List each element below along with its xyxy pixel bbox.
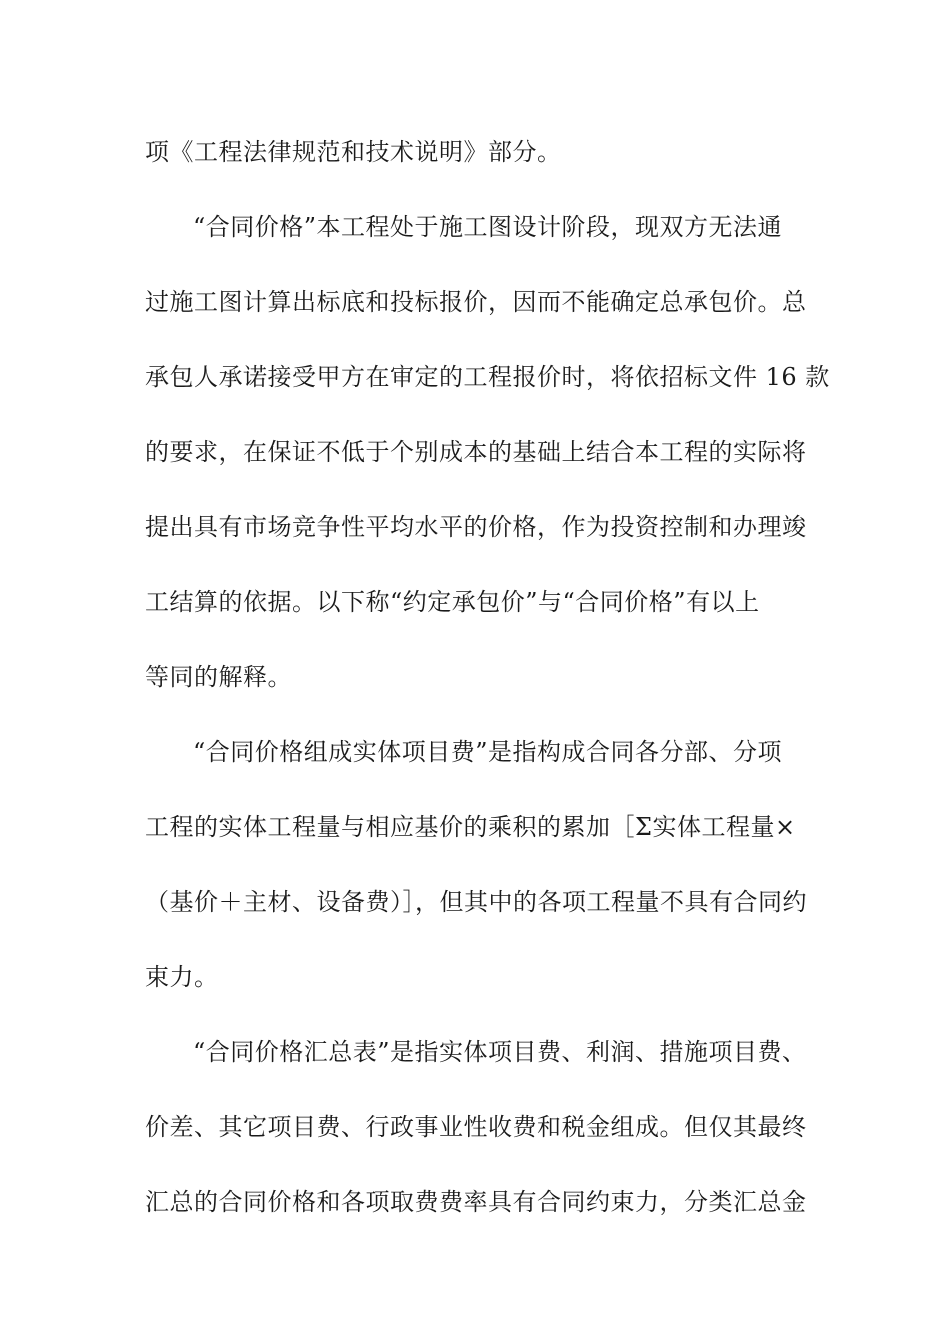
text-line: 汇总的合同价格和各项取费费率具有合同约束力，分类汇总金 xyxy=(145,1188,807,1216)
text-line: 工程的实体工程量与相应基价的乘积的累加［Σ实体工程量× xyxy=(145,813,796,841)
text-line: 价差、其它项目费、行政事业性收费和税金组成。但仅其最终 xyxy=(145,1113,807,1141)
text-line: 承包人承诺接受甲方在审定的工程报价时，将依招标文件 16 款 xyxy=(145,363,830,391)
text-line: （基价＋主材、设备费）］，但其中的各项工程量不具有合同约 xyxy=(145,888,807,916)
text-line: 项《工程法律规范和技术说明》部分。 xyxy=(145,138,562,166)
text-line: 提出具有市场竞争性平均水平的价格，作为投资控制和办理竣 xyxy=(145,513,807,541)
paragraph-first-line: “合同价格组成实体项目费”是指构成合同各分部、分项 xyxy=(193,738,783,766)
text-line: 的要求，在保证不低于个别成本的基础上结合本工程的实际将 xyxy=(145,438,807,466)
paragraph-first-line: “合同价格汇总表”是指实体项目费、利润、措施项目费、 xyxy=(193,1038,807,1066)
text-line: 等同的解释。 xyxy=(145,663,292,691)
text-line: 束力。 xyxy=(145,963,219,991)
text-line: 过施工图计算出标底和投标报价，因而不能确定总承包价。总 xyxy=(145,288,807,316)
text-line: 工结算的依据。以下称“约定承包价”与“合同价格”有以上 xyxy=(145,588,760,616)
paragraph-first-line: “合同价格”本工程处于施工图设计阶段，现双方无法通 xyxy=(193,213,783,241)
